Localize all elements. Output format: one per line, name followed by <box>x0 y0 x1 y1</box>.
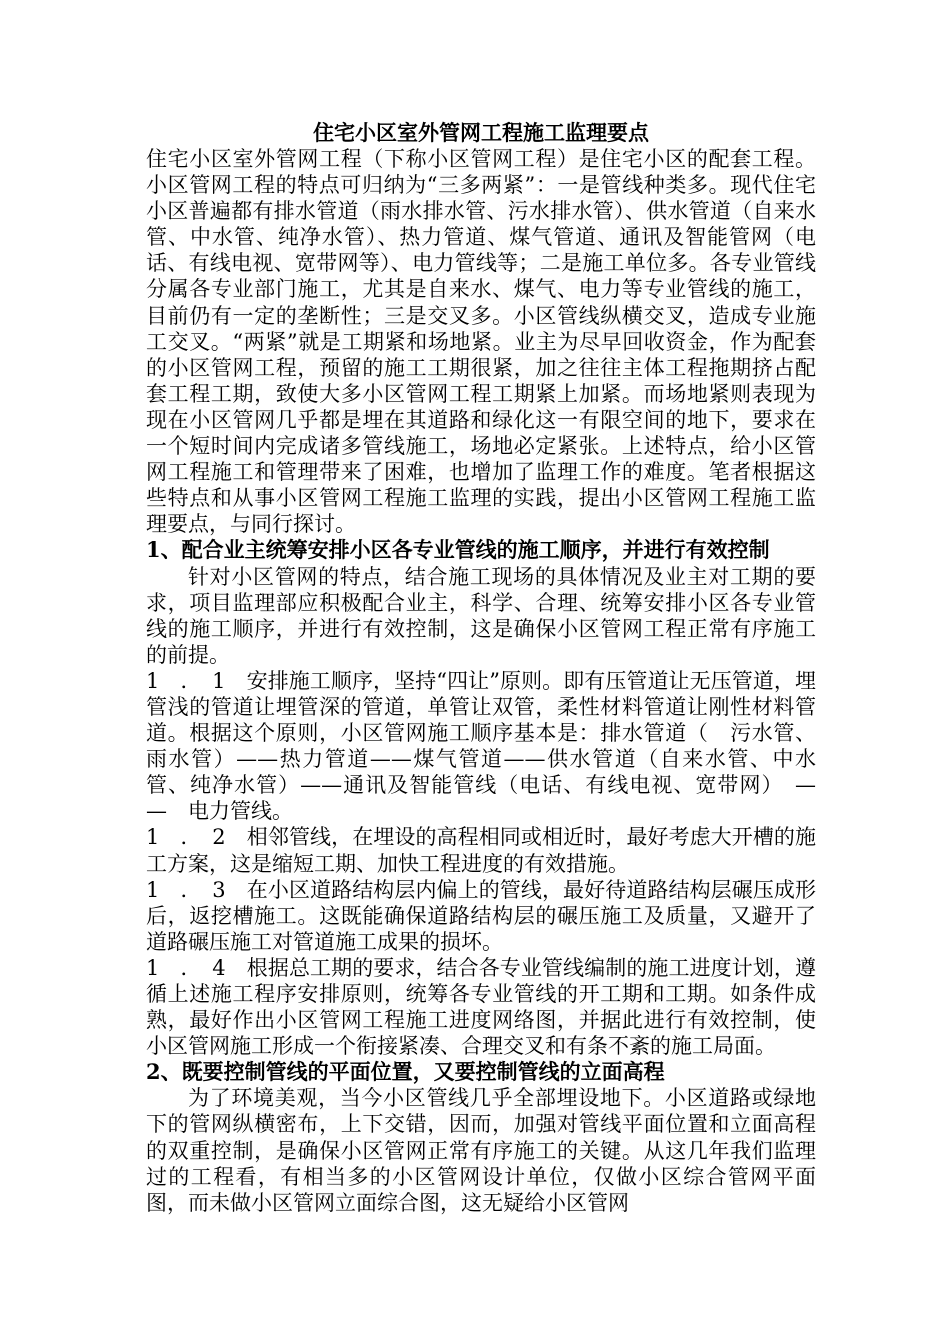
section-2-body: 为了环境美观，当今小区管线几乎全部埋设地下。小区道路或绿地下的管网纵横密布，上下交错，因而，加强对管线平面位置和立面高程的双重控制，是确保小区管网正常有序施工的关键。从这几年我们监理过的工程看，有相当多的小区管网设计单位，仅做小区综合管网平面图，而未做小区管网立面综合图，这无疑给小区管网 <box>146 1086 816 1215</box>
item-1-4 <box>146 955 816 1059</box>
section-2-heading: 2、既要控制管线的平面位置，又要控制管线的立面高程 <box>146 1059 665 1085</box>
item-number: 1 ． 1 <box>146 668 226 693</box>
item-1-1 <box>146 668 837 825</box>
item-number: 1 ． 4 <box>146 955 226 980</box>
document-page <box>146 120 837 1216</box>
document-title: 住宅小区室外管网工程施工监理要点 <box>313 120 649 145</box>
item-text: 在小区道路结构层内偏上的管线，最好待道路结构层碾压成形后，返挖槽施工。这既能确保道路结构层的碾压施工及质量，又避开了道路碾压施工对管道施工成果的损坏。 <box>146 877 817 954</box>
item-number: 1 ． 3 <box>146 877 226 902</box>
intro-paragraph: 住宅小区室外管网工程（下称小区管网工程）是住宅小区的配套工程。小区管网工程的特点可归纳为“三多两紧”：一是管线种类多。现代住宅小区普遍都有排水管道（雨水排水管、污水排水管）、供水管道（自来水管、中水管、纯净水管）、热力管道、煤气管道、通讯及智能管网（电话、有线电视、宽带网等）、电力管线等；二是施工单位多。各专业管线分属各专业部门施工，尤其是自来水、煤气、电力等专业管线的施工，目前仍有一定的垄断性；三是交叉多。小区管线纵横交叉，造成专业施工交叉。“两紧”就是工期紧和场地紧。业主为尽早回收资金，作为配套的小区管网工程，预留的施工工期很紧，加之往往主体工程拖期挤占配套工程工期，致使大多小区管网工程工期紧上加紧。而场地紧则表现为现在小区管网几乎都是埋在其道路和绿化这一有限空间的地下，要求在一个短时间内完成诸多管线施工，场地必定紧张。上述特点，给小区管网工程施工和管理带来了困难，也增加了监理工作的难度。笔者根据这些特点和从事小区管网工程施工监理的实践，提出小区管网工程施工监理要点，与同行探讨。 <box>146 147 816 537</box>
item-1-3 <box>146 877 816 955</box>
section-1-heading: 1、配合业主统筹安排小区各专业管线的施工顺序，并进行有效控制 <box>146 537 770 563</box>
item-text: 相邻管线，在埋设的高程相同或相近时，最好考虑大开槽的施工方案，这是缩短工期、加快工程进度的有效措施。 <box>146 825 817 876</box>
item-number: 1 ． 2 <box>146 825 226 850</box>
item-text: 安排施工顺序，坚持“四让”原则。即有压管道让无压管道，埋管浅的管道让埋管深的管道，单管让双管，柔性材料管道让刚性材料管道。根据这个原则，小区管网施工顺序基本是：排水管道（ 污水管、雨水管）——热力管道——煤气管道——供水管道（自来水管、中水管、纯净水管）——通讯及智能管线（电话、有线电视、宽带网） — — 电力管线。 <box>146 668 837 824</box>
section-1-body: 针对小区管网的特点，结合施工现场的具体情况及业主对工期的要求，项目监理部应积极配合业主，科学、合理、统筹安排小区各专业管线的施工顺序，并进行有效控制，这是确保小区管网工程正常有序施工的前提。 <box>146 564 816 667</box>
item-1-2 <box>146 824 816 876</box>
item-text: 根据总工期的要求，结合各专业管线编制的施工进度计划，遵循上述施工程序安排原则，统筹各专业管线的开工期和工期。如条件成熟，最好作出小区管网工程施工进度网络图，并据此进行有效控制，使小区管网施工形成一个衔接紧凑、合理交叉和有条不紊的施工局面。 <box>146 955 817 1059</box>
